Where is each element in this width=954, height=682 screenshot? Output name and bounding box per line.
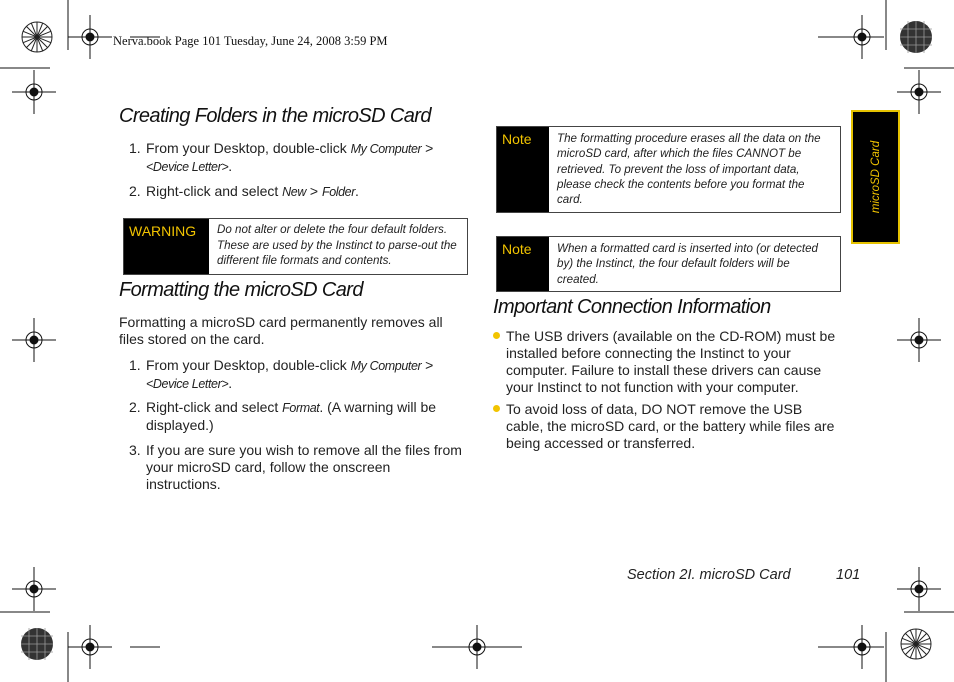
separator: > [421,357,434,373]
ui-element: My Computer [350,359,422,373]
creating-folders-title: Creating Folders in the microSD Card [119,105,431,127]
note-label: Note [497,237,549,291]
step-end: . [228,158,233,174]
step-text: From your Desktop, double-click [146,140,351,156]
starburst-mark-top-left [22,22,52,52]
footer-page-number: 101 [836,567,861,583]
side-tab [851,110,900,244]
warning-label: WARNING [124,219,209,274]
registration-mark-left-mid [12,318,56,362]
separator: > [421,140,434,156]
connection-title: Important Connection Information [493,296,771,318]
ui-element: My Computer [350,142,422,156]
note-box-folders [496,236,841,292]
registration-mark-right-mid [897,318,941,362]
creating-step-1 [129,140,459,176]
formatting-step-2 [129,399,459,435]
ui-element: Folder [321,185,355,199]
registration-mark-right-top [897,70,941,114]
formatting-step-1 [129,357,459,393]
bullet-text: To avoid loss of data, DO NOT remove the USB cable, the microSD card, or the battery while files are being accessed or transferred. [506,401,835,451]
note-text: The formatting procedure erases all the data on the microSD card, after which the files CANNOT be retrieved. To prevent the loss of important data, please check the contents before you format the card. [557,132,821,207]
step-text: If you are sure you wish to remove all the files from your microSD card, follow the onscreen instructions. [146,442,462,492]
registration-mark-left-top [12,70,56,114]
step-text: Right-click and select [146,399,283,415]
ui-element: Format [282,401,320,415]
step-end: . (A warning will be displayed.) [146,399,437,433]
step-end: . [228,375,233,391]
formatting-step-3 [129,442,469,496]
step-text: From your Desktop, double-click [146,357,351,373]
registration-mark-bottom-left [68,625,112,669]
bullet-text: The USB drivers (available on the CD-ROM) must be installed before connecting the Instinct to your computer. Failure to install these drivers can cause your Instinct to not function with your computer. [506,328,836,395]
note-box-format [496,126,841,213]
ui-element: New [282,185,306,199]
grid-mark-top-right [900,21,932,53]
bullet-icon [493,405,500,412]
creating-step-2 [129,183,459,201]
bullet-item [493,328,843,398]
note-text: When a formatted card is inserted into (or detected by) the Instinct, the four default folders will be created. [557,242,818,286]
step-end: . [354,183,359,199]
book-info-header: Nerva.book Page 101 Tuesday, June 24, 2008 3:59 PM [113,34,388,48]
formatting-title: Formatting the microSD Card [119,279,363,301]
step-number: 1. [129,357,141,373]
ui-element: <Device Letter> [146,160,229,174]
note-label: Note [497,127,549,212]
step-number: 1. [129,140,141,156]
bullet-icon [493,332,500,339]
registration-mark-top-left [68,15,112,59]
step-number: 2. [129,183,141,199]
registration-mark-bottom-center [455,625,499,669]
step-text: Right-click and select [146,183,283,199]
step-number: 2. [129,399,141,415]
grid-mark-bottom-left [21,628,53,660]
bullet-item [493,401,843,455]
registration-mark-right-bottom [897,567,941,611]
starburst-mark-bottom-right [901,629,931,659]
warning-box [123,218,468,275]
footer-section: Section 2I. microSD Card [627,567,791,583]
registration-mark-bottom-right [840,625,884,669]
ui-element: <Device Letter> [146,377,229,391]
registration-mark-top-right [840,15,884,59]
warning-text: Do not alter or delete the four default folders. These are used by the Instinct to parse-out the different file formats and contents. [217,223,457,267]
formatting-intro: Formatting a microSD card permanently removes all files stored on the card. [119,314,443,347]
separator: > [305,183,322,199]
registration-mark-left-bottom [12,567,56,611]
step-number: 3. [129,442,141,458]
side-tab-label: microSD Card [869,140,882,214]
